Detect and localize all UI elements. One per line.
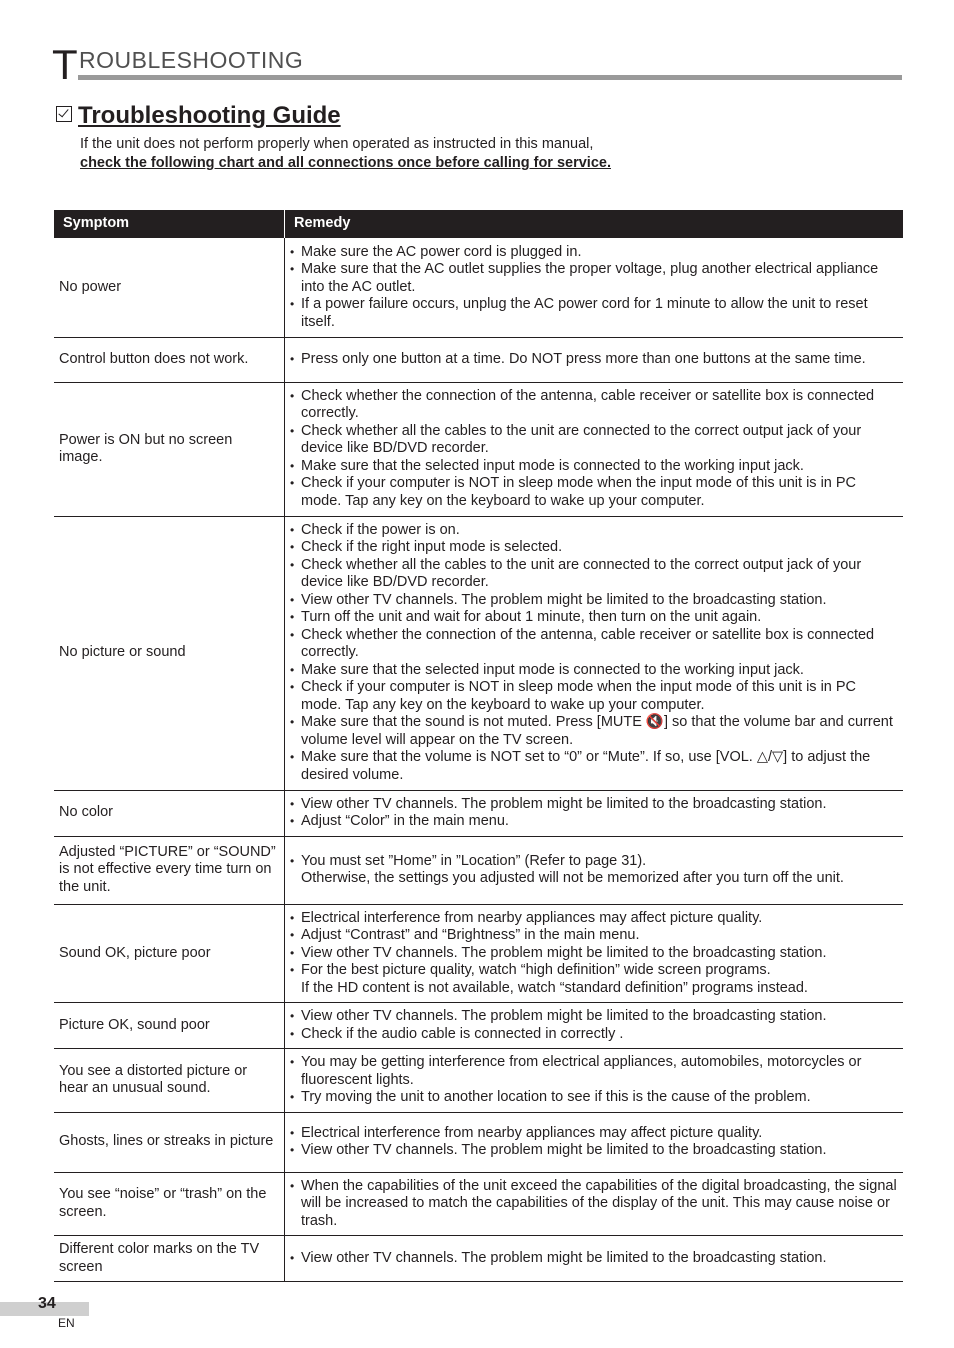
symptom-cell: No color — [54, 790, 285, 836]
remedy-item: • View other TV channels. The problem might be limited to the broadcasting station. — [289, 1142, 897, 1160]
remedy-item: • View other TV channels. The problem might be limited to the broadcasting station. — [289, 592, 897, 610]
table-row — [54, 790, 903, 836]
remedy-item: • View other TV channels. The problem might be limited to the broadcasting station. — [289, 1250, 897, 1268]
remedy-list — [289, 1125, 897, 1160]
remedy-list — [289, 910, 897, 998]
remedy-list — [289, 1054, 897, 1107]
remedy-cell — [285, 836, 904, 904]
remedy-item: • View other TV channels. The problem might be limited to the broadcasting station. — [289, 796, 897, 814]
remedy-item: • Check whether the connection of the antenna, cable receiver or satellite box is connected correctly. — [289, 627, 897, 662]
remedy-item: • Electrical interference from nearby appliances may affect picture quality. — [289, 1125, 897, 1143]
remedy-list — [289, 388, 897, 511]
remedy-list — [289, 1178, 897, 1231]
remedy-item: • If a power failure occurs, unplug the AC power cord for 1 minute to allow the unit to reset itself. — [289, 296, 897, 331]
symptom-cell: You see “noise” or “trash” on the screen. — [54, 1172, 285, 1236]
table-row — [54, 904, 903, 1003]
remedy-item: • Make sure that the AC outlet supplies the proper voltage, plug another electrical appliance into the AC outlet. — [289, 261, 897, 296]
remedy-cell — [285, 337, 904, 382]
table-row — [54, 516, 903, 790]
table-row — [54, 1049, 903, 1113]
remedy-list — [289, 853, 897, 888]
symptom-header: Symptom — [54, 210, 285, 238]
guide-intro — [80, 135, 611, 173]
table-row — [54, 1172, 903, 1236]
remedy-item: • Check if the audio cable is connected in correctly . — [289, 1026, 897, 1044]
remedy-item: • Check whether the connection of the antenna, cable receiver or satellite box is connected correctly. — [289, 388, 897, 423]
remedy-item: • Check if your computer is NOT in sleep mode when the input mode of this unit is in PC mode. Tap any key on the keyboard to wake up your computer. — [289, 475, 897, 510]
remedy-cell — [285, 1049, 904, 1113]
intro-line: If the unit does not perform properly when operated as instructed in this manual, — [80, 136, 594, 152]
remedy-item: • Check whether all the cables to the unit are connected to the correct output jack of your device like BD/DVD recorder. — [289, 423, 897, 458]
symptom-cell: Picture OK, sound poor — [54, 1003, 285, 1049]
remedy-item: • You may be getting interference from electrical appliances, automobiles, motorcycles or fluorescent lights. — [289, 1054, 897, 1089]
remedy-item: • Check whether all the cables to the unit are connected to the correct output jack of your device like BD/DVD recorder. — [289, 557, 897, 592]
remedy-cell — [285, 1172, 904, 1236]
remedy-item: • When the capabilities of the unit exceed the capabilities of the digital broadcasting, the signal will be increased to match the capabilities of the display of the unit. This may cause noise or trash. — [289, 1178, 897, 1231]
remedy-item: • Make sure the AC power cord is plugged in. — [289, 244, 897, 262]
remedy-item: • Make sure that the sound is not muted. Press [MUTE 🔇] so that the volume bar and current volume level will appear on the TV screen. — [289, 714, 897, 749]
table-row — [54, 1112, 903, 1172]
symptom-cell: Power is ON but no screen image. — [54, 382, 285, 516]
symptom-cell: Different color marks on the TV screen — [54, 1236, 285, 1282]
remedy-item: • Make sure that the selected input mode is connected to the working input jack. — [289, 458, 897, 476]
intro-emphasis: check the following chart and all connections once before calling for service. — [80, 155, 611, 171]
remedy-item: • Check if the right input mode is selected. — [289, 539, 897, 557]
remedy-item: • Check if your computer is NOT in sleep mode when the input mode of this unit is in PC mode. Tap any key on the keyboard to wake up your computer. — [289, 679, 897, 714]
symptom-cell: Ghosts, lines or streaks in picture — [54, 1112, 285, 1172]
remedy-item: • You must set ”Home” in ”Location” (Refer to page 31). Otherwise, the settings you adjusted will not be memorized after you turn off the unit. — [289, 853, 897, 888]
remedy-item: • For the best picture quality, watch “high definition” wide screen programs. If the HD content is not available, watch “standard definition” programs instead. — [289, 962, 897, 997]
remedy-cell — [285, 790, 904, 836]
troubleshooting-table — [54, 210, 903, 1282]
page-number: 34 — [38, 1295, 56, 1312]
remedy-list — [289, 351, 897, 369]
language-code: EN — [58, 1316, 75, 1330]
remedy-item: • Make sure that the selected input mode is connected to the working input jack. — [289, 662, 897, 680]
table-row — [54, 836, 903, 904]
remedy-item: • Make sure that the volume is NOT set to “0” or “Mute”. If so, use [VOL. △/▽] to adjust the desired volume. — [289, 749, 897, 784]
table-row — [54, 382, 903, 516]
remedy-item: • Check if the power is on. — [289, 522, 897, 540]
header-rule — [78, 75, 902, 80]
remedy-item: • Turn off the unit and wait for about 1 minute, then turn on the unit again. — [289, 609, 897, 627]
table-row — [54, 337, 903, 382]
table-header-row — [54, 210, 903, 238]
remedy-cell — [285, 382, 904, 516]
table-row — [54, 238, 903, 337]
remedy-cell — [285, 516, 904, 790]
remedy-cell — [285, 238, 904, 337]
table-row — [54, 1236, 903, 1282]
symptom-cell: Control button does not work. — [54, 337, 285, 382]
remedy-cell — [285, 1236, 904, 1282]
remedy-list — [289, 522, 897, 785]
remedy-list — [289, 796, 897, 831]
remedy-item: • View other TV channels. The problem might be limited to the broadcasting station. — [289, 945, 897, 963]
symptom-cell: No power — [54, 238, 285, 337]
section-header — [52, 41, 902, 88]
symptom-cell: Adjusted “PICTURE” or “SOUND” is not effective every time turn on the unit. — [54, 836, 285, 904]
table-body — [54, 238, 903, 1282]
remedy-list — [289, 244, 897, 332]
table-row — [54, 1003, 903, 1049]
symptom-cell: No picture or sound — [54, 516, 285, 790]
header-initial: T — [52, 41, 78, 88]
remedy-cell — [285, 1003, 904, 1049]
remedy-item: • Electrical interference from nearby appliances may affect picture quality. — [289, 910, 897, 928]
symptom-cell: Sound OK, picture poor — [54, 904, 285, 1003]
remedy-item: • Adjust “Contrast” and “Brightness” in the main menu. — [289, 927, 897, 945]
remedy-item: • Press only one button at a time. Do NOT press more than one buttons at the same time. — [289, 351, 897, 369]
remedy-item: • Try moving the unit to another location to see if this is the cause of the problem. — [289, 1089, 897, 1107]
remedy-item: • View other TV channels. The problem might be limited to the broadcasting station. — [289, 1008, 897, 1026]
header-title: ROUBLESHOOTING — [79, 47, 304, 73]
symptom-cell: You see a distorted picture or hear an unusual sound. — [54, 1049, 285, 1113]
remedy-list — [289, 1250, 897, 1268]
remedy-cell — [285, 1112, 904, 1172]
remedy-item: • Adjust “Color” in the main menu. — [289, 813, 897, 831]
page-number-tab — [0, 1295, 89, 1316]
remedy-header: Remedy — [285, 210, 904, 238]
remedy-list — [289, 1008, 897, 1043]
guide-title: Troubleshooting Guide — [78, 102, 341, 129]
guide-heading — [56, 100, 341, 132]
remedy-cell — [285, 904, 904, 1003]
checkbox-icon — [56, 106, 72, 122]
